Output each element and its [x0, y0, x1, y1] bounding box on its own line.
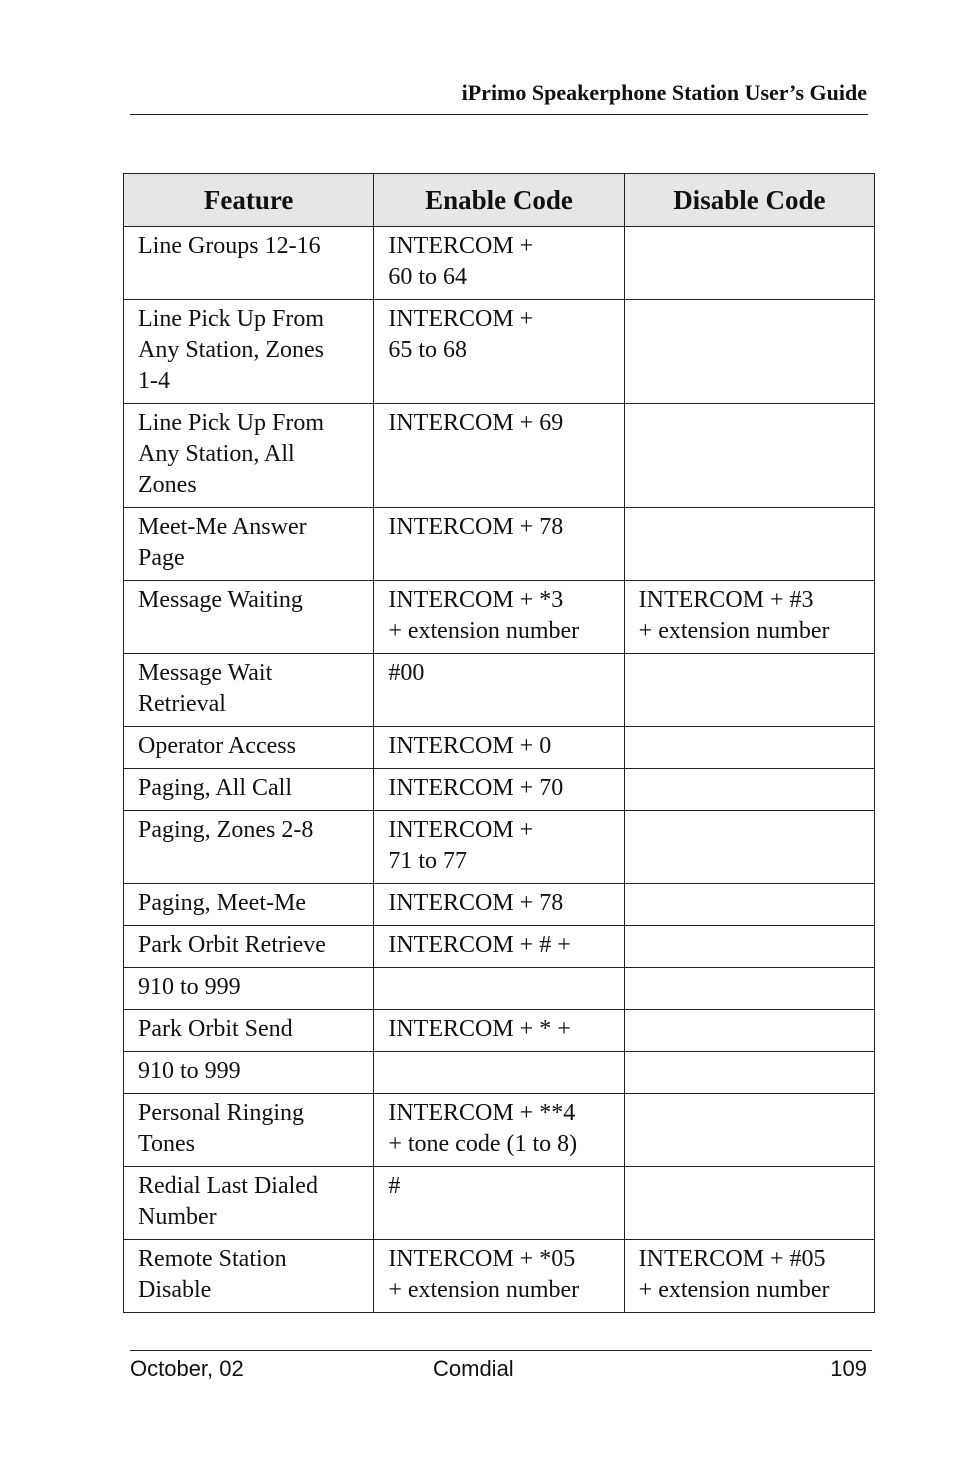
footer-date: October, 02: [130, 1356, 244, 1381]
running-header: iPrimo Speakerphone Station User’s Guide: [461, 80, 867, 105]
column-header-enable-code: Enable Code: [374, 174, 624, 227]
feature-cell: Paging, Zones 2-8: [124, 811, 374, 884]
table-row: [124, 1094, 875, 1167]
table-row: [124, 227, 875, 300]
enable-code-cell: [374, 1052, 624, 1094]
feature-cell: Park Orbit Retrieve: [124, 926, 374, 968]
feature-cell: Line Pick Up From Any Station, All Zones: [124, 404, 374, 508]
enable-code-cell: INTERCOM + 70: [374, 769, 624, 811]
table-row: [124, 300, 875, 404]
enable-code-cell: INTERCOM + 60 to 64: [374, 227, 624, 300]
disable-code-cell: [624, 1167, 874, 1240]
enable-code-cell: INTERCOM + 78: [374, 884, 624, 926]
disable-code-cell: [624, 654, 874, 727]
table-row: [124, 1052, 875, 1094]
column-header-feature: Feature: [124, 174, 374, 227]
table-row: [124, 508, 875, 581]
disable-code-cell: [624, 508, 874, 581]
enable-code-cell: [374, 968, 624, 1010]
feature-cell: Meet-Me Answer Page: [124, 508, 374, 581]
table-row: [124, 654, 875, 727]
feature-cell: 910 to 999: [124, 968, 374, 1010]
feature-cell: Park Orbit Send: [124, 1010, 374, 1052]
table-row: [124, 1167, 875, 1240]
table-row: [124, 727, 875, 769]
footer-rule: [130, 1350, 872, 1351]
table-row: [124, 968, 875, 1010]
disable-code-cell: [624, 811, 874, 884]
feature-cell: Message Wait Retrieval: [124, 654, 374, 727]
feature-cell: Paging, Meet-Me: [124, 884, 374, 926]
feature-cell: Message Waiting: [124, 581, 374, 654]
column-header-disable-code: Disable Code: [624, 174, 874, 227]
enable-code-cell: INTERCOM + 65 to 68: [374, 300, 624, 404]
table-row: [124, 404, 875, 508]
disable-code-cell: [624, 1010, 874, 1052]
table-row: [124, 926, 875, 968]
feature-cell: Paging, All Call: [124, 769, 374, 811]
disable-code-cell: [624, 404, 874, 508]
disable-code-cell: [624, 300, 874, 404]
table-row: [124, 581, 875, 654]
page-number: 109: [830, 1356, 867, 1381]
enable-code-cell: INTERCOM + **4 + tone code (1 to 8): [374, 1094, 624, 1167]
feature-code-table: [123, 173, 875, 1313]
feature-cell: Line Groups 12-16: [124, 227, 374, 300]
enable-code-cell: INTERCOM + 69: [374, 404, 624, 508]
table-row: [124, 811, 875, 884]
enable-code-cell: INTERCOM + 78: [374, 508, 624, 581]
feature-cell: Redial Last Dialed Number: [124, 1167, 374, 1240]
feature-cell: Personal Ringing Tones: [124, 1094, 374, 1167]
disable-code-cell: [624, 968, 874, 1010]
enable-code-cell: #: [374, 1167, 624, 1240]
feature-cell: Operator Access: [124, 727, 374, 769]
footer-publisher: Comdial: [433, 1356, 514, 1381]
disable-code-cell: [624, 1094, 874, 1167]
feature-cell: Line Pick Up From Any Station, Zones 1-4: [124, 300, 374, 404]
table-header-row: [124, 174, 875, 227]
disable-code-cell: [624, 926, 874, 968]
table-row: [124, 769, 875, 811]
enable-code-cell: INTERCOM + # +: [374, 926, 624, 968]
disable-code-cell: [624, 769, 874, 811]
disable-code-cell: [624, 1052, 874, 1094]
enable-code-cell: INTERCOM + 71 to 77: [374, 811, 624, 884]
disable-code-cell: [624, 227, 874, 300]
header-rule: [130, 114, 868, 115]
disable-code-cell: [624, 727, 874, 769]
enable-code-cell: INTERCOM + *3 + extension number: [374, 581, 624, 654]
table-row: [124, 884, 875, 926]
enable-code-cell: INTERCOM + * +: [374, 1010, 624, 1052]
enable-code-cell: INTERCOM + 0: [374, 727, 624, 769]
feature-cell: Remote Station Disable: [124, 1240, 374, 1313]
feature-cell: 910 to 999: [124, 1052, 374, 1094]
enable-code-cell: INTERCOM + *05 + extension number: [374, 1240, 624, 1313]
enable-code-cell: #00: [374, 654, 624, 727]
disable-code-cell: INTERCOM + #05 + extension number: [624, 1240, 874, 1313]
table-row: [124, 1240, 875, 1313]
disable-code-cell: [624, 884, 874, 926]
disable-code-cell: INTERCOM + #3 + extension number: [624, 581, 874, 654]
table-row: [124, 1010, 875, 1052]
